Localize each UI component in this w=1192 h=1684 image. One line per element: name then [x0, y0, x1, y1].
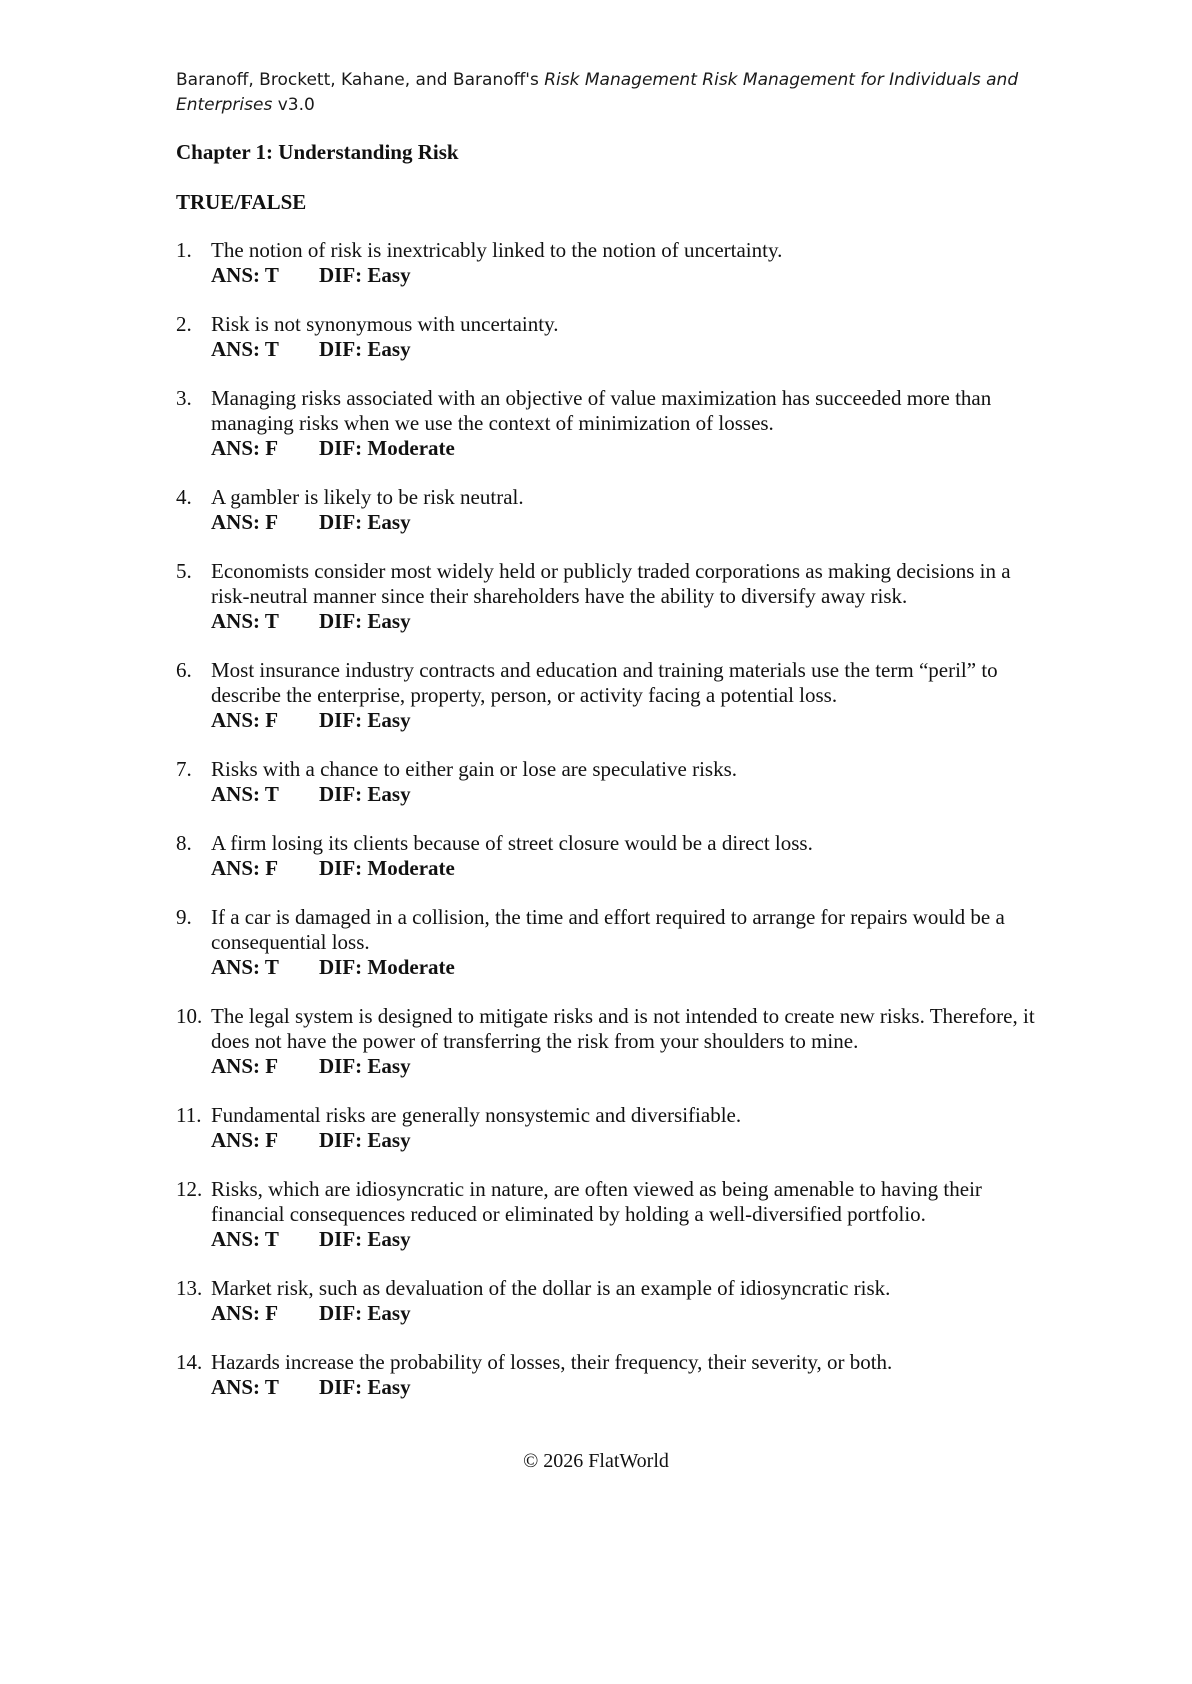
difficulty: DIF: Easy: [319, 609, 411, 633]
question-number: 3.: [176, 386, 192, 410]
question-number: 11.: [176, 1103, 202, 1127]
answer-line: [211, 510, 1036, 535]
answer: ANS: F: [211, 1054, 279, 1078]
answer-line: [211, 337, 1036, 362]
chapter-title: Chapter 1: Understanding Risk: [176, 140, 459, 164]
question-number: 6.: [176, 658, 192, 682]
answer: ANS: F: [211, 510, 279, 534]
answer: ANS: T: [211, 609, 279, 633]
answer-line: [211, 708, 1036, 733]
answer: ANS: T: [211, 1227, 279, 1251]
difficulty: DIF: Easy: [319, 1301, 411, 1325]
difficulty: DIF: Easy: [319, 1128, 411, 1152]
question-text: Economists consider most widely held or publicly traded corporations as making decisions in a risk-neutral manner since their shareholders have the ability to diversify away risk.: [211, 559, 1011, 608]
question-text: The legal system is designed to mitigate risks and is not intended to create new risks. Therefore, it does not have the power of transferring the risk from your shoulders to mine.: [211, 1004, 1035, 1053]
question-text: Fundamental risks are generally nonsystemic and diversifiable.: [211, 1103, 742, 1127]
header-authors: Baranoff, Brockett, Kahane, and Baranoff's: [176, 70, 539, 90]
header-version: v3.0: [277, 95, 315, 115]
difficulty: DIF: Easy: [319, 1227, 411, 1251]
question-text: Risks with a chance to either gain or lose are speculative risks.: [211, 757, 738, 781]
answer: ANS: F: [211, 436, 279, 460]
difficulty: DIF: Easy: [319, 510, 411, 534]
header-book-title: Risk Management Risk Management for Individuals and Enterprises: [176, 70, 1019, 115]
question-item: [176, 559, 1036, 634]
answer-line: [211, 856, 1036, 881]
question-list: [176, 238, 1036, 1424]
question-item: [176, 238, 1036, 288]
question-item: [176, 1004, 1036, 1079]
answer-line: [211, 1054, 1036, 1079]
difficulty: DIF: Moderate: [319, 856, 455, 880]
difficulty: DIF: Easy: [319, 1054, 411, 1078]
difficulty: DIF: Easy: [319, 708, 411, 732]
difficulty: DIF: Easy: [319, 337, 411, 361]
answer: ANS: F: [211, 708, 279, 732]
answer-line: [211, 609, 1036, 634]
question-text: A firm losing its clients because of street closure would be a direct loss.: [211, 831, 813, 855]
answer-line: [211, 436, 1036, 461]
question-item: [176, 658, 1036, 733]
question-number: 2.: [176, 312, 192, 336]
answer: ANS: T: [211, 1375, 279, 1399]
answer-line: [211, 263, 1036, 288]
difficulty: DIF: Easy: [319, 263, 411, 287]
difficulty: DIF: Easy: [319, 782, 411, 806]
question-item: [176, 386, 1036, 461]
answer: ANS: T: [211, 263, 279, 287]
answer-line: [211, 1227, 1036, 1252]
answer-line: [211, 1301, 1036, 1326]
question-text: If a car is damaged in a collision, the time and effort required to arrange for repairs would be a consequential loss.: [211, 905, 1005, 954]
question-item: [176, 1177, 1036, 1252]
answer: ANS: T: [211, 782, 279, 806]
question-item: [176, 1103, 1036, 1153]
running-header: [176, 68, 1036, 118]
question-item: [176, 485, 1036, 535]
difficulty: DIF: Easy: [319, 1375, 411, 1399]
question-text: Market risk, such as devaluation of the dollar is an example of idiosyncratic risk.: [211, 1276, 891, 1300]
question-number: 4.: [176, 485, 192, 509]
question-text: A gambler is likely to be risk neutral.: [211, 485, 524, 509]
question-item: [176, 905, 1036, 980]
answer-line: [211, 955, 1036, 980]
answer: ANS: F: [211, 856, 279, 880]
difficulty: DIF: Moderate: [319, 436, 455, 460]
question-number: 10.: [176, 1004, 203, 1028]
question-text: Risk is not synonymous with uncertainty.: [211, 312, 559, 336]
question-item: [176, 831, 1036, 881]
question-item: [176, 312, 1036, 362]
answer-line: [211, 1375, 1036, 1400]
question-text: Most insurance industry contracts and education and training materials use the term “peril” to describe the enterprise, property, person, or activity facing a potential loss.: [211, 658, 998, 707]
answer: ANS: T: [211, 955, 279, 979]
section-title: TRUE/FALSE: [176, 190, 307, 214]
difficulty: DIF: Moderate: [319, 955, 455, 979]
answer-line: [211, 1128, 1036, 1153]
question-number: 13.: [176, 1276, 203, 1300]
question-number: 14.: [176, 1350, 203, 1374]
question-number: 5.: [176, 559, 192, 583]
answer: ANS: F: [211, 1128, 279, 1152]
answer: ANS: F: [211, 1301, 279, 1325]
question-number: 7.: [176, 757, 192, 781]
question-number: 8.: [176, 831, 192, 855]
question-text: The notion of risk is inextricably linked to the notion of uncertainty.: [211, 238, 783, 262]
copyright-footer: © 2026 FlatWorld: [523, 1450, 669, 1472]
question-item: [176, 1276, 1036, 1326]
question-number: 1.: [176, 238, 192, 262]
question-item: [176, 757, 1036, 807]
answer-line: [211, 782, 1036, 807]
question-number: 12.: [176, 1177, 203, 1201]
answer: ANS: T: [211, 337, 279, 361]
question-text: Hazards increase the probability of losses, their frequency, their severity, or both.: [211, 1350, 893, 1374]
question-text: Managing risks associated with an objective of value maximization has succeeded more than managing risks when we use the context of minimization of losses.: [211, 386, 992, 435]
question-number: 9.: [176, 905, 192, 929]
question-item: [176, 1350, 1036, 1400]
question-text: Risks, which are idiosyncratic in nature, are often viewed as being amenable to having their financial consequences reduced or eliminated by holding a well-diversified portfolio.: [211, 1177, 982, 1226]
